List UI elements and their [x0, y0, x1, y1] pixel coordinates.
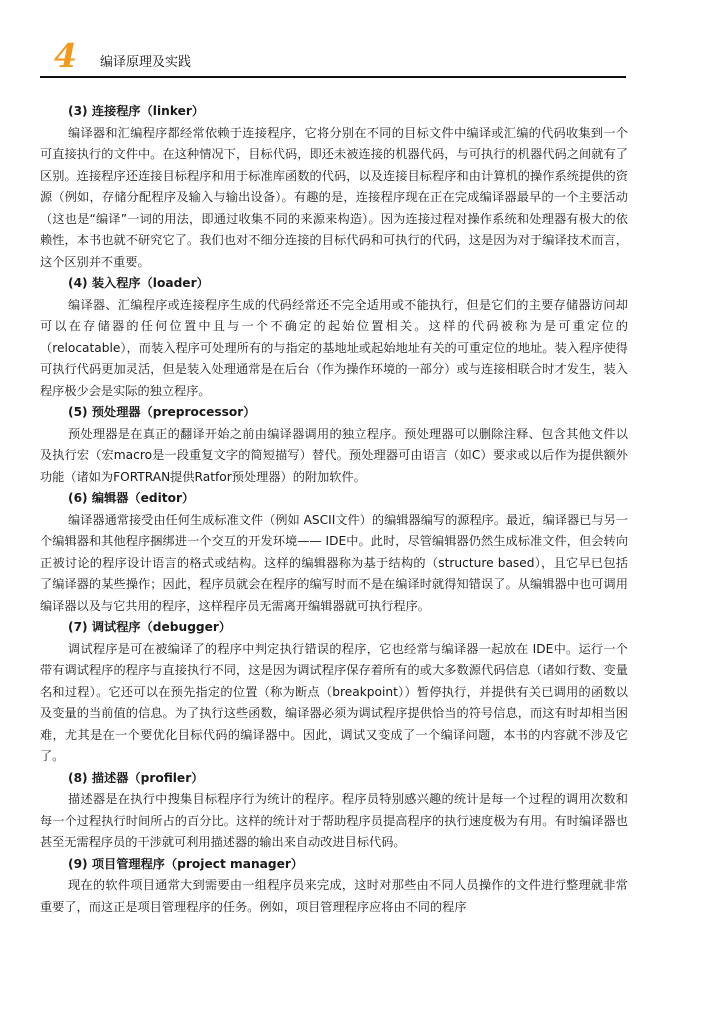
paragraph: 描述器是在执行中搜集目标程序行为统计的程序。程序员特别感兴趣的统计是每一个过程的调用次数和每一个过程执行时间所占的百分比。这样的统计对于帮助程序员提高程序的执行速度极为有用。有时编译器也甚至无需程序员的干涉就可利用描述器的输出来自动改进目标代码。	[40, 792, 628, 849]
paragraph: 编译器、汇编程序或连接程序生成的代码经常还不完全适用或不能执行，但是它们的主要存储器访问却可以在存储器的任何位置中且与一个不确定的起始位置相关。这样的代码被称为是可重定位的（relocatable），而装入程序可处理所有的与指定的基地址或起始地址有关的可重定位的地址。装入程序使得可执行代码更加灵活，但是装入处理通常是在后台（作为操作环境的一部分）或与连接相联合时才发生，装入程序极少会是实际的独立程序。	[40, 297, 628, 398]
paragraph: 预处理器是在真正的翻译开始之前由编译器调用的独立程序。预处理器可以删除注释、包含其他文件以及执行宏（宏macro是一段重复文字的简短描写）替代。预处理器可由语言（如C）要求或以后作为提供额外功能（诸如为FORTRAN提供Ratfor预处理器）的附加软件。	[40, 426, 628, 484]
paragraph: 调试程序是可在被编译了的程序中判定执行错误的程序，它也经常与编译器一起放在 IDE中。运行一个带有调试程序的程序与直接执行不同，这是因为调试程序保存着所有的或大多数源代码信息（诸如行数、变量名和过程）。它还可以在预先指定的位置（称为断点（breakpoint））暂停执行，并提供有关已调用的函数以及变量的当前值的信息。为了执行这些函数，编译器必须为调试程序提供恰当的符号信息，而这有时却相当困难，尤其是在一个要优化目标代码的编译器中。因此，调试又变成了一个编译问题，本书的内容就不涉及它了。	[40, 641, 628, 763]
chapter-title: 编译原理及实践	[100, 55, 192, 70]
section-project-manager	[40, 854, 628, 919]
section-heading: (6) 编辑器（editor）	[68, 491, 195, 505]
page-number: 4	[54, 36, 77, 75]
paragraph: 编译器和汇编程序都经常依赖于连接程序，它将分别在不同的目标文件中编译或汇编的代码收集到一个可直接执行的文件中。在这种情况下，目标代码，即还未被连接的机器代码，与可执行的机器代码之间就有了区别。连接程序还连接目标程序和用于标准库函数的代码，以及连接目标程序和由计算机的操作系统提供的资源（例如，存储分配程序及输入与输出设备）。有趣的是，连接程序现在正在完成编译器最早的一个主要活动（这也是“编译”一词的用法，即通过收集不同的来源来构造）。因为连接过程对操作系统和处理器有极大的依赖性，本书也就不研究它了。我们也对不细分连接的目标代码和可执行的代码，这是因为对于编译技术而言，这个区别并不重要。	[40, 125, 628, 269]
section-heading: (9) 项目管理程序（project manager）	[68, 856, 304, 871]
section-debugger	[40, 617, 628, 768]
section-loader	[40, 273, 628, 402]
section-heading: (4) 装入程序（loader）	[68, 276, 209, 290]
header-rule	[40, 76, 626, 78]
section-editor	[40, 488, 628, 617]
section-heading: (3) 连接程序（linker）	[68, 104, 205, 118]
paragraph: 现在的软件项目通常大到需要由一组程序员来完成，这时对那些由不同人员操作的文件进行整理就非常重要了，而这正是项目管理程序的任务。例如，项目管理程序应将由不同的程序	[40, 878, 628, 914]
section-profiler	[40, 768, 628, 854]
section-heading: (8) 描述器（profiler）	[68, 770, 204, 785]
paragraph: 编译器通常接受由任何生成标准文件（例如 ASCII文件）的编辑器编写的源程序。最近，编译器已与另一个编辑器和其他程序捆绑进一个交互的开发环境—— IDE中。此时，尽管编辑器仍然生成标准文件，但会转向正被讨论的程序设计语言的格式或结构。这样的编辑器称为基于结构的（structure based），且它早已包括了编译器的某些操作；因此，程序员就会在程序的编写时而不是在编译时就得知错误了。从编辑器中也可调用编译器以及与它共用的程序，这样程序员无需离开编辑器就可执行程序。	[40, 512, 628, 613]
section-preprocessor	[40, 402, 628, 488]
section-linker	[40, 101, 628, 273]
body-text	[40, 101, 628, 918]
section-heading: (5) 预处理器（preprocessor）	[68, 405, 256, 419]
section-heading: (7) 调试程序（debugger）	[68, 620, 232, 634]
page-header	[40, 38, 626, 80]
